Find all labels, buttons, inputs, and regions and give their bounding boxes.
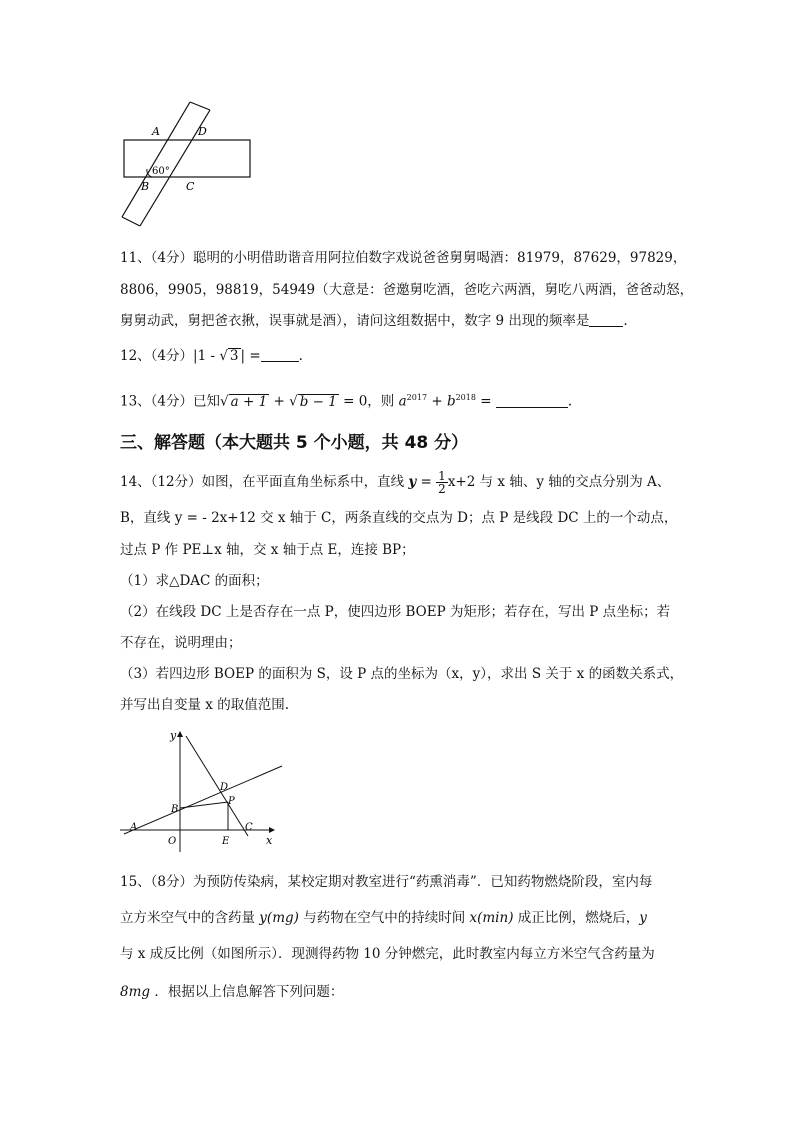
q15-line-1: 15、（8分）为预防传染病，某校定期对教室进行“药熏消毒”．已知药物燃烧阶段，室内每 (120, 874, 653, 890)
label-E: E (222, 836, 230, 847)
label-B: B (141, 180, 150, 193)
horizontal-strip (124, 140, 250, 177)
q11-line-1: 11、（4分）聪明的小明借助谐音用阿拉伯数字戏说爸爸舅舅喝酒：81979，87629，97829， (120, 250, 687, 266)
label-C: C (186, 180, 195, 193)
q15-line-3: 与 x 成反比例（如图所示）．现测得药物 10 分钟燃完，此时教室内每立方米空气含药量为 (120, 946, 655, 962)
q13-radical-1: a + 1 (230, 393, 268, 410)
label-D: D (220, 782, 229, 793)
label-angle: 60° (152, 166, 170, 177)
q14-part-2-line-2: 不存在，说明理由； (120, 635, 242, 651)
label-C: C (245, 822, 253, 833)
q12-answer-blank[interactable] (261, 347, 299, 362)
label-P: P (228, 796, 235, 807)
q13-answer-blank[interactable] (496, 393, 568, 408)
label-D: D (198, 125, 207, 138)
label-A: A (152, 125, 160, 138)
q11-answer-blank[interactable] (589, 312, 623, 327)
q11-line-3: 舅舅动武，舅把爸衣揪，误事就是酒），请问这组数据中，数字 9 出现的频率是 . (120, 313, 628, 329)
q11-line-3-text: 舅舅动武，舅把爸衣揪，误事就是酒），请问这组数据中，数字 9 出现的频率是 (120, 313, 590, 329)
q13-radical-2: b − 1 (299, 393, 337, 410)
q12-line: 12、（4分）|1 - √ 3 | = . (120, 348, 303, 364)
q14-part-3-line-2: 并写出自变量 x 的取值范围. (120, 697, 289, 713)
q14-part-1: （1）求△DAC 的面积； (120, 573, 269, 589)
label-A: A (130, 822, 138, 833)
parallelogram-figure (118, 98, 258, 230)
q14-part-3-line-1: （3）若四边形 BOEP 的面积为 S，设 P 点的坐标为（x，y），求出 S 关于 x 的函数关系式， (120, 666, 684, 682)
q15-line-2: 立方米空气中的含药量 y(mg) 与药物在空气中的持续时间 x(min) 成正比例，燃烧后，y (120, 910, 647, 926)
label-O: O (168, 836, 177, 847)
q14-line-2: B，直线 y = - 2x+12 交 x 轴于 C，两条直线的交点为 D；点 P 是线段 DC 上的一个动点， (120, 510, 678, 526)
q14-part-2-line-1: （2）在线段 DC 上是否存在一点 P，使四边形 BOEP 为矩形；若存在，写出 P 点坐标；若 (120, 604, 671, 620)
q13-line: 13、（4分）已知√ a + 1 + √ b − 1 = 0，则 $a^{2017} + b^{2018}$ = . (120, 393, 573, 410)
strip-end-top (190, 102, 210, 110)
strip-end-bottom (122, 217, 140, 226)
segment-BP (180, 802, 228, 808)
coordinate-figure (116, 726, 288, 856)
fraction-one-half: $\frac{1}{2}$ (438, 469, 446, 496)
label-x: x (266, 834, 273, 847)
q14-line-1: 14、（12分）如图，在平面直角坐标系中，直线 y = $\frac{1}{2}$ x+2 与 x 轴、y 轴的交点分别为 A、 (120, 469, 671, 496)
q14-line-3: 过点 P 作 PE⊥x 轴，交 x 轴于点 E，连接 BP； (120, 542, 415, 558)
label-y: y (170, 729, 177, 742)
q11-line-2: 8806，9905，98819，54949（大意是：爸邀舅吃酒，爸吃六两酒，舅吃八两酒，爸爸动怒， (120, 282, 694, 298)
line-DC (186, 736, 248, 836)
label-B: B (171, 804, 179, 815)
q12-radicand: 3 (229, 348, 239, 364)
line-AD (124, 766, 282, 834)
section-heading: 三、解答题（本大题共 5 个小题，共 48 分） (120, 433, 469, 453)
q15-line-4: 8mg ．根据以上信息解答下列问题： (120, 984, 344, 1000)
